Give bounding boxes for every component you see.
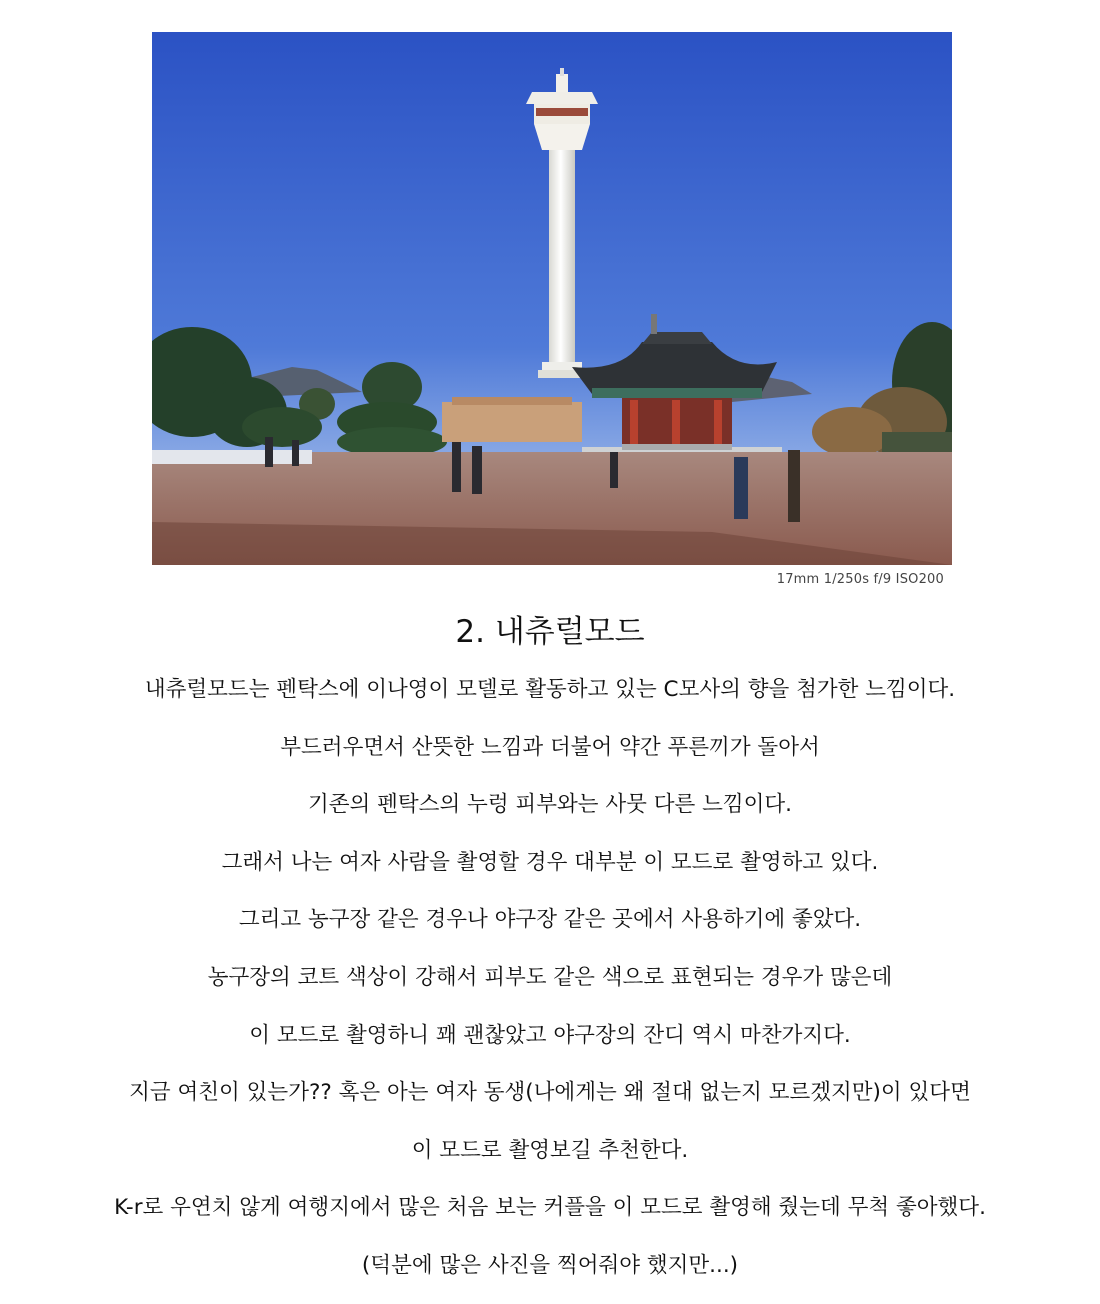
fence — [152, 450, 312, 464]
body-line: K-r로 우연치 않게 여행지에서 많은 처음 보는 커플을 이 모드로 촬영해 줬는데 무척 좋아했다. — [114, 1195, 986, 1221]
body-line: 내츄럴모드는 펜탁스에 이나영이 모델로 활동하고 있는 C모사의 향을 첨가한 느낌이다. — [144, 677, 956, 702]
body-line: 이 모드로 촬영보길 추천한다. — [411, 1137, 689, 1163]
body-line: 농구장의 코트 색상이 강해서 피부도 같은 색으로 표현되는 경우가 많은데 — [207, 964, 893, 990]
body-line: 지금 여친이 있는가?? 혹은 아는 여자 동생(나에게는 왜 절대 없는지 모르겠지만)이 있다면 — [129, 1080, 971, 1106]
body-line: 그리고 농구장 같은 경우나 야구장 같은 곳에서 사용하기에 좋았다. — [238, 907, 862, 933]
tower-photo — [152, 32, 952, 565]
body-line: 이 모드로 촬영하니 꽤 괜찮았고 야구장의 잔디 역시 마찬가지다. — [249, 1022, 851, 1048]
tower-photo-illustration — [152, 32, 952, 565]
building — [442, 402, 582, 442]
body-line: 그래서 나는 여자 사람을 촬영할 경우 대부분 이 모드로 촬영하고 있다. — [221, 849, 879, 875]
photo-caption: 17mm 1/250s f/9 ISO200 — [776, 572, 944, 587]
article-body — [0, 670, 1100, 1304]
building — [452, 397, 572, 405]
body-line: 부드러우면서 산뜻한 느낌과 더불어 약간 푸른끼가 돌아서 — [280, 734, 820, 760]
body-line: 기존의 펜탁스의 누렁 피부와는 사뭇 다른 느낌이다. — [308, 792, 792, 818]
body-line: (덕분에 많은 사진을 찍어줘야 했지만...) — [361, 1252, 739, 1278]
section-heading: 2. 내츄럴모드 — [455, 614, 645, 650]
